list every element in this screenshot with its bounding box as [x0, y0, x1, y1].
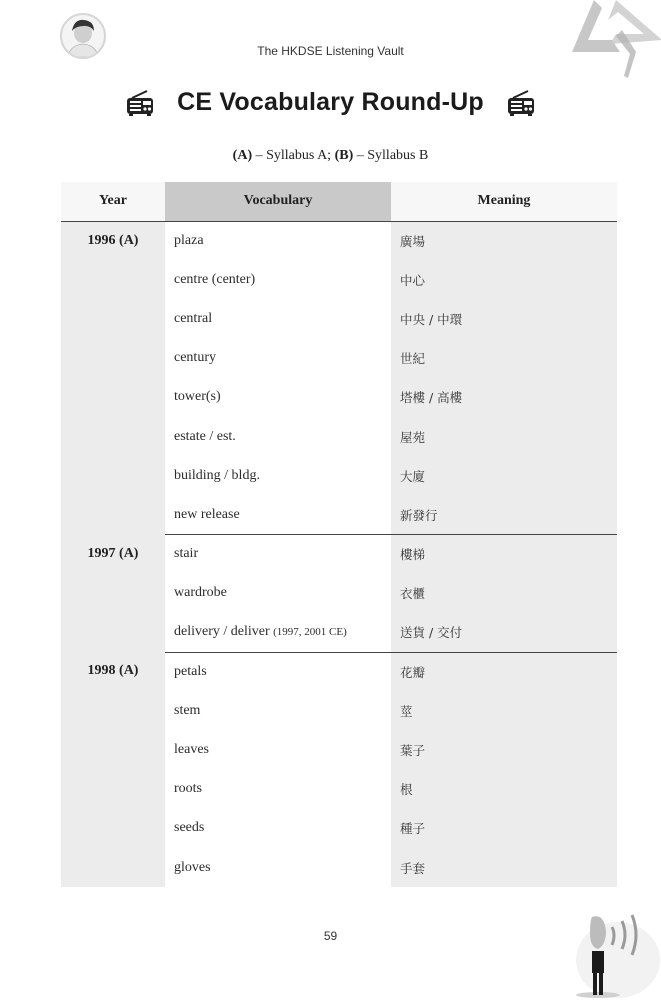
vocabulary-cell: [165, 770, 391, 809]
vocabulary-cell: [165, 613, 391, 652]
vocabulary-note: (1997, 2001 CE): [273, 626, 347, 639]
vocabulary-cell: [165, 535, 391, 574]
syllabus-legend: [0, 148, 661, 164]
meaning-cell: 樓梯: [391, 535, 617, 574]
vocabulary-cell: [165, 378, 391, 417]
meaning-cell: 世紀: [391, 339, 617, 378]
year-cell: 1996 (A): [61, 221, 165, 535]
year-cell: 1998 (A): [61, 652, 165, 887]
vocabulary-cell: [165, 652, 391, 691]
column-header-meaning: Meaning: [391, 182, 617, 221]
meaning-cell: 屋苑: [391, 417, 617, 456]
vocabulary-cell: [165, 574, 391, 613]
table-body: [61, 221, 617, 887]
vocabulary-cell: [165, 260, 391, 299]
vocabulary-cell: [165, 495, 391, 534]
vocabulary-cell: [165, 730, 391, 769]
vocabulary-word: leaves: [174, 742, 209, 758]
meaning-cell: 大廈: [391, 456, 617, 495]
vocabulary-word: century: [174, 350, 216, 366]
column-header-year: Year: [61, 182, 165, 221]
table-row: [61, 221, 617, 260]
meaning-cell: 塔樓 / 高樓: [391, 378, 617, 417]
vocabulary-word: central: [174, 310, 213, 326]
vocabulary-word: stem: [174, 702, 201, 718]
meaning-cell: 莖: [391, 691, 617, 730]
vocabulary-cell: [165, 691, 391, 730]
vocabulary-word: delivery / deliver: [174, 624, 270, 640]
meaning-cell: 中心: [391, 260, 617, 299]
vocabulary-cell: [165, 809, 391, 848]
vocabulary-word: gloves: [174, 859, 211, 875]
meaning-cell: 葉子: [391, 730, 617, 769]
syllabus-b-text: – Syllabus B: [353, 148, 429, 163]
meaning-cell: 花瓣: [391, 652, 617, 691]
vocabulary-word: stair: [174, 546, 199, 562]
listener-ear-illustration-icon: [568, 905, 661, 1000]
vocabulary-word: plaza: [174, 232, 204, 248]
column-header-vocabulary: Vocabulary: [165, 182, 391, 221]
meaning-cell: 送貨 / 交付: [391, 613, 617, 652]
meaning-cell: 根: [391, 770, 617, 809]
table-header-row: [61, 182, 617, 221]
meaning-cell: 手套: [391, 848, 617, 887]
vocabulary-word: centre (center): [174, 271, 256, 287]
meaning-cell: 中央 / 中環: [391, 299, 617, 338]
meaning-cell: 新發行: [391, 495, 617, 534]
syllabus-a-code: (A): [232, 148, 253, 163]
syllabus-b-code: (B): [334, 148, 354, 163]
vocabulary-word: wardrobe: [174, 585, 227, 601]
meaning-cell: 衣櫃: [391, 574, 617, 613]
year-cell: 1997 (A): [61, 535, 165, 653]
vocabulary-word: new release: [174, 506, 240, 522]
vocabulary-word: estate / est.: [174, 428, 236, 444]
triangle-knot-logo-icon: [572, 0, 661, 78]
vocabulary-cell: [165, 221, 391, 260]
meaning-cell: 廣場: [391, 221, 617, 260]
page-number: 59: [323, 929, 338, 943]
title-row: [0, 88, 661, 117]
page-title: CE Vocabulary Round-Up: [177, 88, 484, 116]
radio-icon: [125, 90, 155, 116]
vocabulary-table: [61, 182, 617, 887]
vocabulary-cell: [165, 339, 391, 378]
radio-icon: [506, 90, 536, 116]
vocabulary-cell: [165, 848, 391, 887]
vocabulary-cell: [165, 299, 391, 338]
vocabulary-cell: [165, 417, 391, 456]
table-row: [61, 535, 617, 574]
vocabulary-word: tower(s): [174, 389, 221, 405]
meaning-cell: 種子: [391, 809, 617, 848]
vocabulary-word: seeds: [174, 820, 205, 836]
vocabulary-word: building / bldg.: [174, 467, 260, 483]
vocabulary-cell: [165, 456, 391, 495]
table-row: [61, 652, 617, 691]
vocabulary-word: roots: [174, 781, 202, 797]
running-title: The HKDSE Listening Vault: [257, 44, 404, 58]
syllabus-a-text: – Syllabus A;: [252, 148, 335, 163]
vocabulary-word: petals: [174, 663, 207, 679]
